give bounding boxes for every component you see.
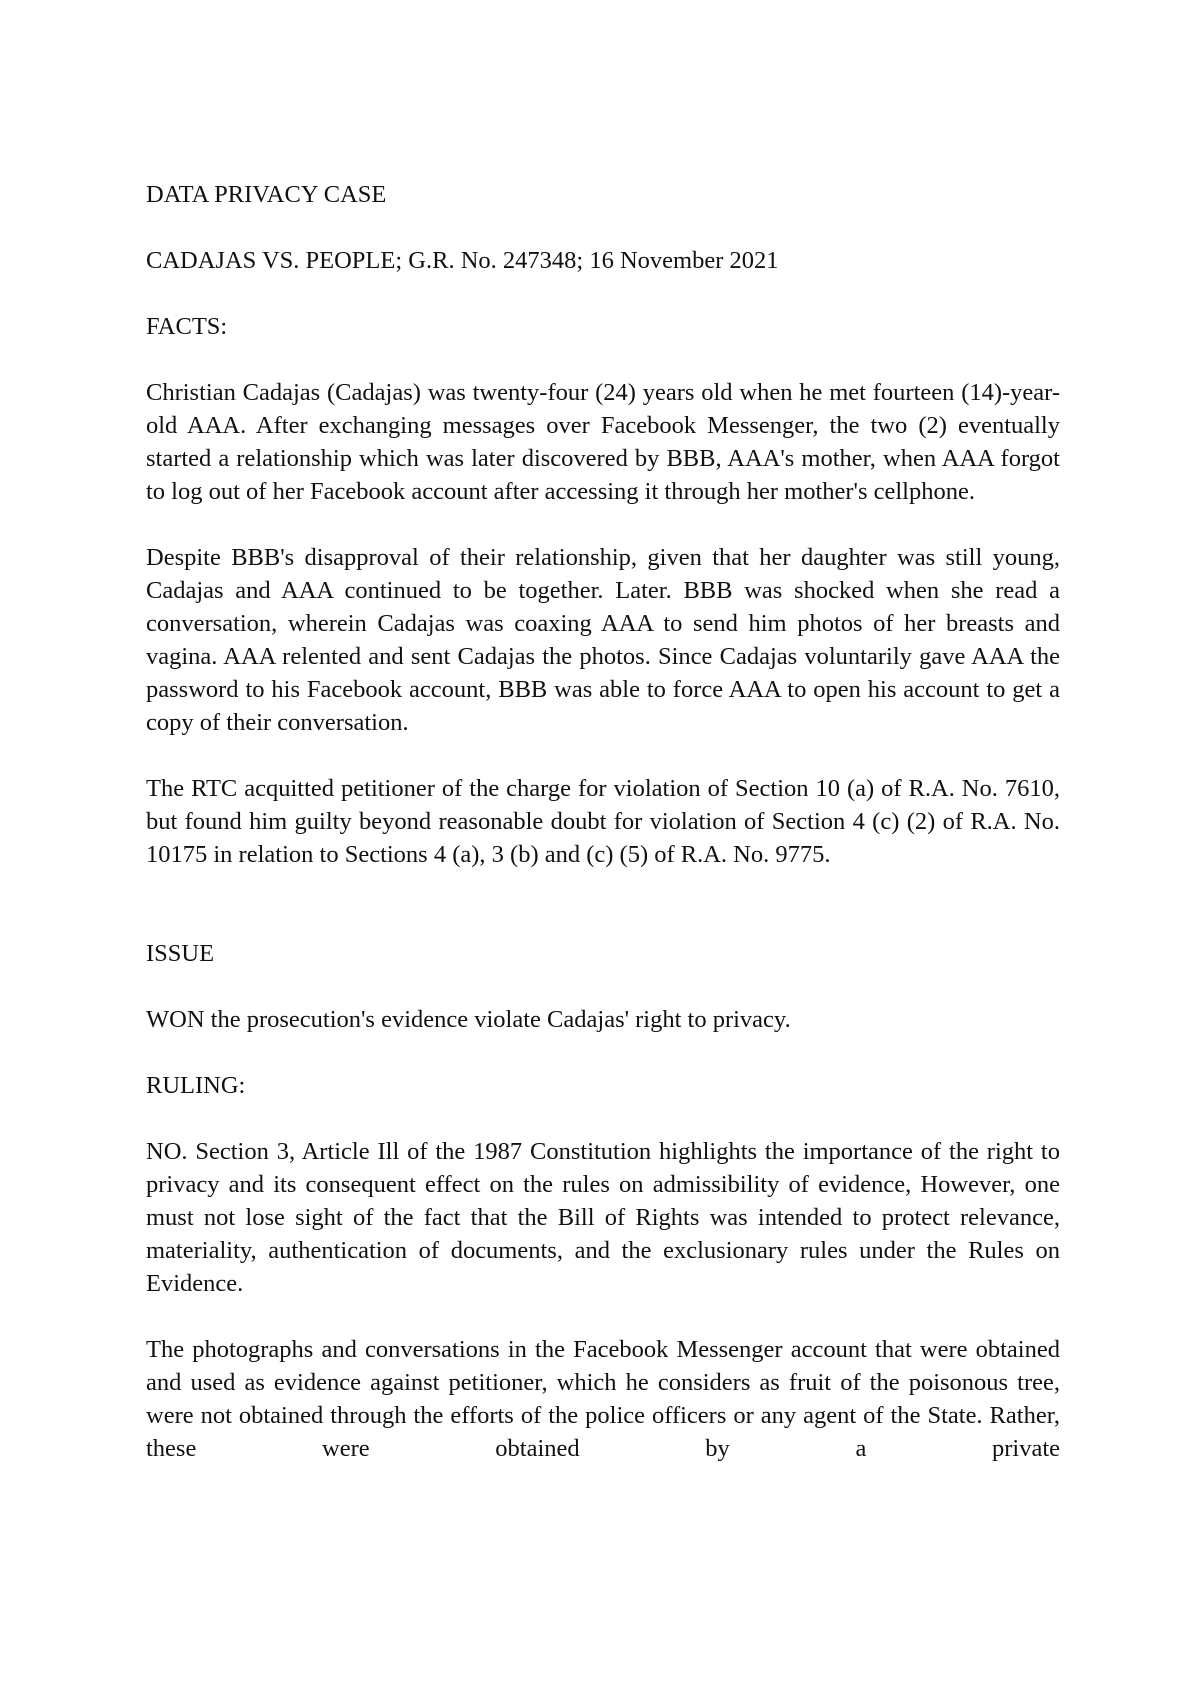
spacer	[146, 1300, 1060, 1333]
facts-paragraph-1: Christian Cadajas (Cadajas) was twenty-four (24) years old when he met fourteen (14)-year-old AAA. After exchanging messages over Facebook Messenger, the two (2) eventually started a relationship which was later discovered by BBB, AAA's mother, when AAA forgot to log out of her Facebook account after accessing it through her mother's cellphone.	[146, 379, 1060, 505]
facts-paragraph-3: The RTC acquitted petitioner of the charge for violation of Section 10 (a) of R.A. No. 7610, but found him guilty beyond reasonable doubt for violation of Section 4 (c) (2) of R.A. No. 10175 in relation to Sections 4 (a), 3 (b) and (c) (5) of R.A. No. 9775.	[146, 775, 1060, 868]
facts-heading: FACTS:	[146, 313, 228, 340]
spacer	[146, 1102, 1060, 1135]
document-body	[146, 178, 1060, 1465]
ruling-paragraph-2: The photographs and conversations in the Facebook Messenger account that were obtained and used as evidence against petitioner, which he considers as fruit of the poisonous tree, were not obtained through the efforts of the police officers or any agent of the State. Rather, these were obtained by a private	[146, 1336, 1060, 1462]
spacer	[146, 970, 1060, 1003]
facts-paragraph-2: Despite BBB's disapproval of their relationship, given that her daughter was still young, Cadajas and AAA continued to be together. Later. BBB was shocked when she read a conversation, wherein Cadajas was coaxing AAA to send him photos of her breasts and vagina. AAA relented and sent Cadajas the photos. Since Cadajas voluntarily gave AAA the password to his Facebook account, BBB was able to force AAA to open his account to get a copy of their conversation.	[146, 544, 1060, 736]
spacer	[146, 277, 1060, 310]
document-title: DATA PRIVACY CASE	[146, 181, 387, 208]
issue-text: WON the prosecution's evidence violate Cadajas' right to privacy.	[146, 1006, 791, 1033]
spacer	[146, 343, 1060, 376]
spacer	[146, 1036, 1060, 1069]
case-citation: CADAJAS VS. PEOPLE; G.R. No. 247348; 16 November 2021	[146, 247, 779, 274]
spacer	[146, 739, 1060, 772]
issue-heading: ISSUE	[146, 940, 215, 967]
ruling-heading: RULING:	[146, 1072, 246, 1099]
spacer	[146, 211, 1060, 244]
spacer	[146, 871, 1060, 937]
spacer	[146, 508, 1060, 541]
ruling-paragraph-1: NO. Section 3, Article Ill of the 1987 Constitution highlights the importance of the right to privacy and its consequent effect on the rules on admissibility of evidence, However, one must not lose sight of the fact that the Bill of Rights was intended to protect relevance, materiality, authentication of documents, and the exclusionary rules under the Rules on Evidence.	[146, 1138, 1060, 1297]
